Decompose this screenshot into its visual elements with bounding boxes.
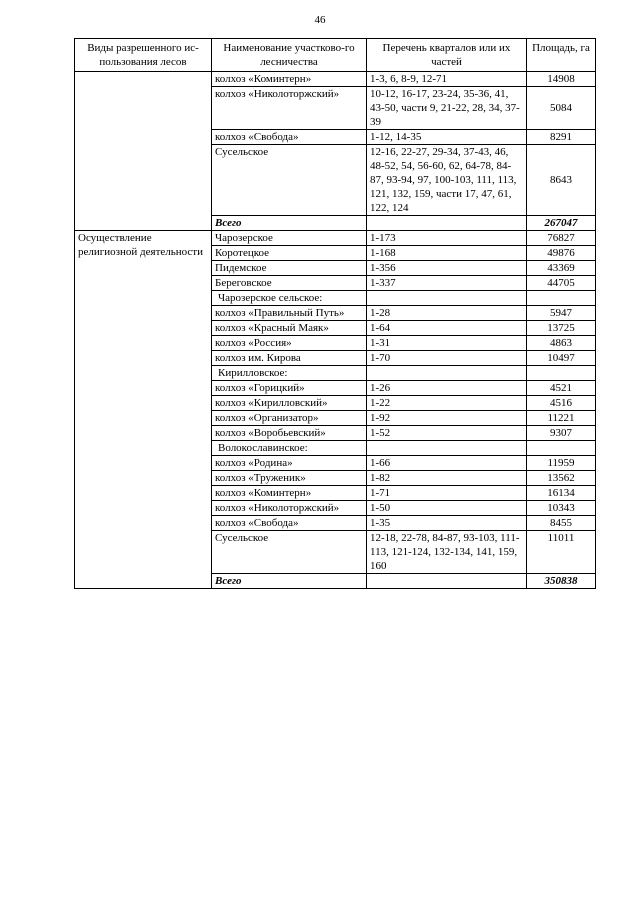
quarters-cell: 1-50 xyxy=(367,501,527,516)
area-cell xyxy=(527,366,596,381)
quarters-cell xyxy=(367,216,527,231)
use-type-cell xyxy=(75,72,212,231)
forestry-name-cell: колхоз им. Кирова xyxy=(212,351,367,366)
forestry-name-cell: Сусельское xyxy=(212,145,367,216)
quarters-cell: 1-337 xyxy=(367,276,527,291)
forestry-name-cell: Пидемское xyxy=(212,261,367,276)
area-cell: 5947 xyxy=(527,306,596,321)
forest-use-table xyxy=(74,38,596,589)
forestry-name-cell: колхоз «Правильный Путь» xyxy=(212,306,367,321)
area-cell: 14908 xyxy=(527,72,596,87)
forestry-name-cell: Кирилловское: xyxy=(212,366,367,381)
forestry-name-cell: колхоз «Свобода» xyxy=(212,516,367,531)
quarters-cell: 10-12, 16-17, 23-24, 35-36, 41, 43-50, части 9, 21-22, 28, 34, 37-39 xyxy=(367,87,527,130)
area-cell: 49876 xyxy=(527,246,596,261)
forestry-name-cell: колхоз «Родина» xyxy=(212,456,367,471)
total-label: Всего xyxy=(212,574,367,589)
forestry-name-cell: Сусельское xyxy=(212,531,367,574)
area-cell: 16134 xyxy=(527,486,596,501)
quarters-cell: 1-92 xyxy=(367,411,527,426)
area-cell: 10497 xyxy=(527,351,596,366)
area-cell: 13725 xyxy=(527,321,596,336)
table-row xyxy=(75,72,596,87)
quarters-cell: 1-31 xyxy=(367,336,527,351)
area-cell: 8455 xyxy=(527,516,596,531)
quarters-cell: 12-18, 22-78, 84-87, 93-103, 111-113, 121-124, 132-134, 141, 159, 160 xyxy=(367,531,527,574)
area-cell: 76827 xyxy=(527,231,596,246)
area-cell: 44705 xyxy=(527,276,596,291)
column-header-forestry: Наименование участково-го лесничества xyxy=(212,39,367,72)
forestry-name-cell: Коротецкое xyxy=(212,246,367,261)
quarters-cell xyxy=(367,574,527,589)
quarters-cell: 1-52 xyxy=(367,426,527,441)
forestry-name-cell: колхоз «Россия» xyxy=(212,336,367,351)
area-cell: 8291 xyxy=(527,130,596,145)
quarters-cell: 1-82 xyxy=(367,471,527,486)
quarters-cell: 1-66 xyxy=(367,456,527,471)
forestry-name-cell: колхоз «Коминтерн» xyxy=(212,72,367,87)
quarters-cell: 1-64 xyxy=(367,321,527,336)
area-cell: 4516 xyxy=(527,396,596,411)
table-header-row xyxy=(75,39,596,72)
area-cell: 4521 xyxy=(527,381,596,396)
column-header-use-type: Виды разрешенного ис-пользования лесов xyxy=(75,39,212,72)
quarters-cell: 1-22 xyxy=(367,396,527,411)
page-number: 46 xyxy=(314,14,326,26)
table-body xyxy=(75,72,596,589)
quarters-cell xyxy=(367,291,527,306)
area-cell xyxy=(527,291,596,306)
area-cell: 10343 xyxy=(527,501,596,516)
quarters-cell: 1-70 xyxy=(367,351,527,366)
area-cell: 11011 xyxy=(527,531,596,574)
forestry-name-cell: колхоз «Труженик» xyxy=(212,471,367,486)
forestry-name-cell: колхоз «Николоторжский» xyxy=(212,87,367,130)
forestry-name-cell: колхоз «Воробьевский» xyxy=(212,426,367,441)
forestry-name-cell: Волокославинское: xyxy=(212,441,367,456)
area-cell: 11959 xyxy=(527,456,596,471)
area-cell xyxy=(527,441,596,456)
quarters-cell xyxy=(367,366,527,381)
forestry-name-cell: Береговское xyxy=(212,276,367,291)
forestry-name-cell: колхоз «Коминтерн» xyxy=(212,486,367,501)
table-row xyxy=(75,231,596,246)
quarters-cell: 1-356 xyxy=(367,261,527,276)
forestry-name-cell: колхоз «Организатор» xyxy=(212,411,367,426)
forestry-name-cell: колхоз «Красный Маяк» xyxy=(212,321,367,336)
area-cell: 11221 xyxy=(527,411,596,426)
quarters-cell: 1-35 xyxy=(367,516,527,531)
quarters-cell: 12-16, 22-27, 29-34, 37-43, 46, 48-52, 54, 56-60, 62, 64-78, 84-87, 93-94, 97, 100-103, 111, 113, 121, 132, 159, части 17, 47, 61, 122, 124 xyxy=(367,145,527,216)
quarters-cell: 1-12, 14-35 xyxy=(367,130,527,145)
quarters-cell xyxy=(367,441,527,456)
total-area-cell: 350838 xyxy=(527,574,596,589)
total-label: Всего xyxy=(212,216,367,231)
area-cell: 9307 xyxy=(527,426,596,441)
area-cell: 4863 xyxy=(527,336,596,351)
forestry-name-cell: Чарозерское xyxy=(212,231,367,246)
column-header-area: Площадь, га xyxy=(527,39,596,72)
column-header-quarters: Перечень кварталов или их частей xyxy=(367,39,527,72)
area-cell: 13562 xyxy=(527,471,596,486)
area-cell: 8643 xyxy=(527,145,596,216)
use-type-cell: Осуществление религиозной деятельности xyxy=(75,231,212,589)
area-cell: 5084 xyxy=(527,87,596,130)
quarters-cell: 1-28 xyxy=(367,306,527,321)
forestry-name-cell: Чарозерское сельское: xyxy=(212,291,367,306)
forestry-name-cell: колхоз «Свобода» xyxy=(212,130,367,145)
forestry-name-cell: колхоз «Горицкий» xyxy=(212,381,367,396)
forestry-name-cell: колхоз «Кирилловский» xyxy=(212,396,367,411)
total-area-cell: 267047 xyxy=(527,216,596,231)
quarters-cell: 1-26 xyxy=(367,381,527,396)
quarters-cell: 1-173 xyxy=(367,231,527,246)
quarters-cell: 1-3, 6, 8-9, 12-71 xyxy=(367,72,527,87)
quarters-cell: 1-168 xyxy=(367,246,527,261)
forestry-name-cell: колхоз «Николоторжский» xyxy=(212,501,367,516)
area-cell: 43369 xyxy=(527,261,596,276)
quarters-cell: 1-71 xyxy=(367,486,527,501)
